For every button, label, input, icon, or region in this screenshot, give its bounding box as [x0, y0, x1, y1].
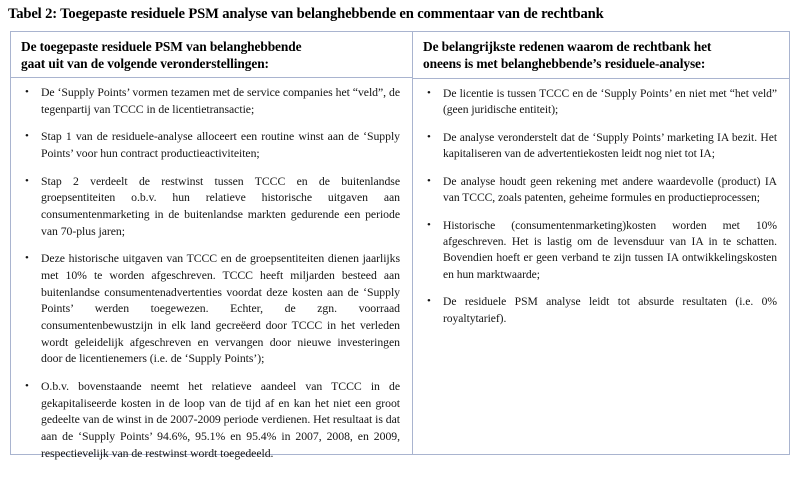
- list-item-text: De residuele PSM analyse leidt tot absurde resultaten (i.e. 0% royaltytarief).: [443, 295, 777, 325]
- column-header-assumptions-line2: gaat uit van de volgende veronderstellingen:: [21, 56, 269, 72]
- column-header-court-objections-line1: De belangrijkste redenen waarom de rechtbank het: [423, 39, 712, 54]
- column-body-assumptions: [11, 78, 412, 466]
- bullet-dot-icon: •: [25, 174, 29, 187]
- list-item: [423, 130, 777, 163]
- bullet-dot-icon: •: [25, 86, 29, 98]
- table-column-assumptions: [11, 32, 413, 460]
- bullet-dot-icon: •: [427, 174, 431, 187]
- list-item: [21, 129, 400, 162]
- list-item-text: Stap 1 van de residuele-analyse alloceert een routine winst aan de ‘Supply Points’ voor hun contract productieactiviteiten;: [41, 130, 400, 161]
- list-item: [21, 379, 400, 462]
- column-header-court-objections-line2: oneens is met belanghebbende’s residuele-analyse:: [423, 56, 706, 72]
- bullet-dot-icon: •: [25, 252, 29, 265]
- bullet-dot-icon: •: [427, 218, 431, 231]
- table-caption: Tabel 2: Toegepaste residuele PSM analyse van belanghebbende en commentaar van de rechtbank: [8, 6, 604, 22]
- column-header-court-objections: [413, 32, 789, 79]
- court-objections-bullet-list: [423, 86, 777, 327]
- list-item: [423, 294, 777, 327]
- list-item-text: De licentie is tussen TCCC en de ‘Supply Points’ en niet met “het veld” (geen juridische entiteit);: [443, 86, 777, 117]
- list-item-text: Deze historische uitgaven van TCCC en de groepsentiteiten dienen jaarlijks met 10% te worden afgeschreven. TCCC heeft miljarden besteed aan buitenlandse consumentenadvertenties voordat deze kosten aan de ‘Supply Points’ werden toegewezen. Echter, de zgn. voorraad consumentenbewustzijn in elk land gecreëerd door TCCC in het verleden wordt geleidelijk afgeschreven en vervangen door nieuwe investeringen door de licentienemers (i.e. de ‘Supply Points’);: [41, 252, 400, 366]
- assumptions-bullet-list: [21, 85, 400, 462]
- list-item: [423, 86, 777, 119]
- bullet-dot-icon: •: [427, 130, 431, 143]
- column-header-assumptions-line1: De toegepaste residuele PSM van belanghebbende: [21, 39, 302, 54]
- bullet-dot-icon: •: [427, 295, 431, 308]
- list-item: [21, 85, 400, 118]
- list-item-text: De ‘Supply Points’ vormen tezamen met de service companies het “veld”, de tegenpartij van TCCC in de licentietransactie;: [41, 86, 400, 116]
- list-item: [423, 218, 777, 284]
- bullet-dot-icon: •: [25, 380, 29, 393]
- bullet-dot-icon: •: [25, 130, 29, 143]
- bullet-dot-icon: •: [427, 86, 431, 99]
- list-item-text: Historische (consumentenmarketing)kosten worden met 10% afgeschreven. Het is lastig om de levensduur van IA in te schatten. Bovendien hoeft er geen verband te zijn tussen IA ontwikkelingskosten en hun marktwaarde;: [443, 218, 777, 281]
- column-body-court-objections: [413, 79, 789, 454]
- list-item: [21, 251, 400, 368]
- list-item: [21, 174, 400, 241]
- list-item-text: De analyse houdt geen rekening met andere waardevolle (product) IA van TCCC, zoals patenten, geheime formules en productieprocessen;: [443, 174, 777, 205]
- table-column-court-objections: [413, 32, 789, 454]
- comparison-table: [10, 31, 790, 460]
- list-item: [423, 174, 777, 207]
- column-header-assumptions: [11, 32, 412, 78]
- list-item-text: De analyse veronderstelt dat de ‘Supply Points’ marketing IA bezit. Het kapitaliseren van de advertentiekosten leidt nog niet tot IA;: [443, 130, 777, 161]
- list-item-text: O.b.v. bovenstaande neemt het relatieve aandeel van TCCC in de gekapitaliseerde kosten in de loop van de tijd af en kan het niet een groot gedeelte van de winst in de 2007-2009 periode verdienen. Het resultaat is dat aan de ‘Supply Points’ 94.6%, 95.1% en 95.4% in 2007, 2008, en 2009, respectievelijk van de restwinst wordt toegedeeld.: [41, 380, 400, 460]
- list-item-text: Stap 2 verdeelt de restwinst tussen TCCC en de buitenlandse groepsentiteiten o.b.v. hun relatieve historische uitgaven aan consumentenmarketing in de buitenlandse markten gedurende een periode van 70-plus jaren;: [41, 174, 400, 238]
